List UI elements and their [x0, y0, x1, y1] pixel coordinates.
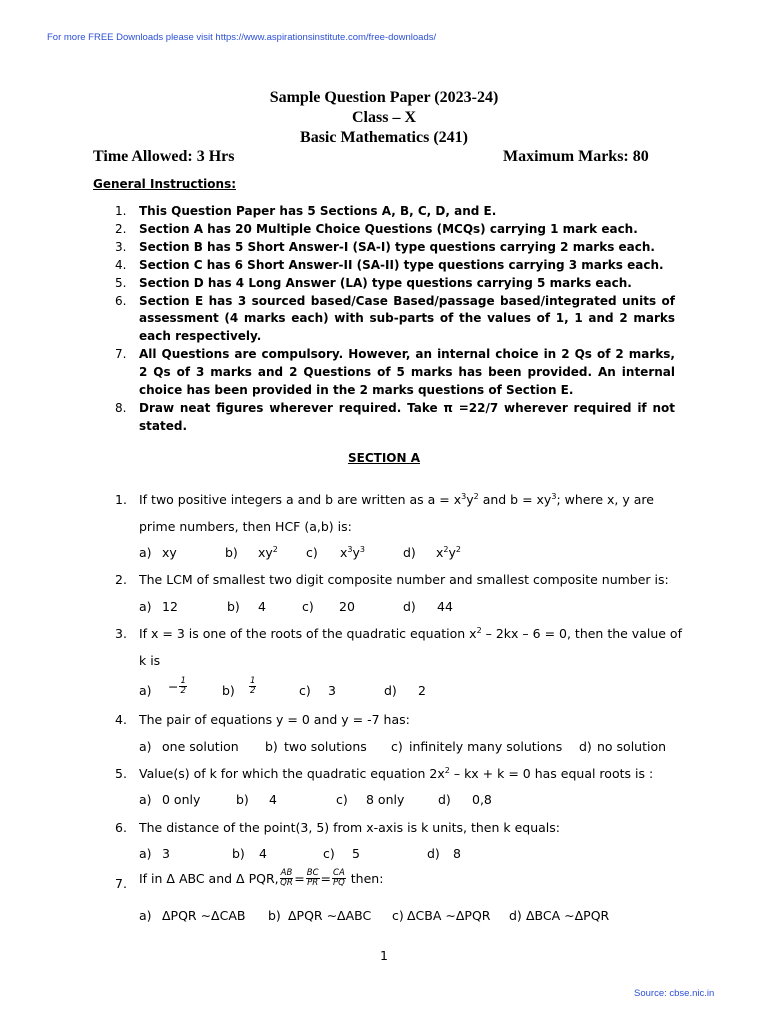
q6-option-label: c)	[323, 846, 335, 861]
instruction-text: Section E has 3 sourced based/Case Based/passage based/integrated units of assessment (4 marks each) with sub-parts of the values of 1, 1 and 2 marks each respectively.	[139, 293, 675, 344]
q7-text-part: then:	[346, 871, 384, 886]
instruction-text: All Questions are compulsory. However, an internal choice in 2 Qs of 2 marks, 2 Qs of 3 marks and 2 Questions of 5 marks has been provided. An internal choice has been provided in the 2 marks questions of Section E.	[139, 347, 675, 398]
page-number: 1	[380, 948, 388, 963]
instruction-item	[115, 275, 675, 293]
instruction-text: Section A has 20 Multiple Choice Questions (MCQs) carrying 1 mark each.	[139, 221, 638, 236]
q5-option-label: a)	[139, 792, 152, 807]
q7-option-label: a)	[139, 908, 152, 923]
q3-opt-b-fraction	[249, 677, 256, 696]
q7-fraction-bc-pr	[306, 869, 320, 888]
question-2-number: 2.	[115, 572, 127, 587]
q1-text-part: ; where x, y are	[556, 492, 654, 507]
q1-option-a-label: a)	[139, 545, 152, 560]
q5-text-part: – kx + k = 0 has equal roots is :	[449, 766, 654, 781]
q1-opt-d-sup: 2	[443, 545, 449, 554]
q3-option-c-label: c)	[299, 683, 311, 698]
question-1-text-line2: prime numbers, then HCF (a,b) is:	[139, 519, 352, 534]
instruction-text: Section C has 6 Short Answer-II (SA-II) type questions carrying 3 marks each.	[139, 257, 664, 272]
q4-option: one solution	[162, 739, 239, 754]
q1-opt-b-sup: 2	[272, 545, 278, 554]
q4-option-label: c)	[391, 739, 403, 754]
instruction-item	[115, 203, 675, 221]
q7-option: ΔPQR ∼ΔCAB	[162, 908, 246, 923]
q6-option: 5	[352, 846, 360, 861]
instruction-number: 3.	[115, 239, 127, 254]
q7-option-label: b)	[268, 908, 281, 923]
q3-option-b-label: b)	[222, 683, 235, 698]
q7-equals: =	[294, 871, 305, 886]
instruction-text: Section B has 5 Short Answer-I (SA-I) type questions carrying 2 marks each.	[139, 239, 655, 254]
free-downloads-link[interactable]: For more FREE Downloads please visit https://www.aspirationsinstitute.com/free-downloads/	[47, 32, 437, 43]
q1-opt-d-sup: 2	[455, 545, 461, 554]
instruction-text: Section D has 4 Long Answer (LA) type questions carrying 5 marks each.	[139, 275, 632, 290]
q4-option: no solution	[597, 739, 667, 754]
instruction-item	[115, 221, 675, 239]
instruction-number: 1.	[115, 204, 127, 218]
question-5-text	[139, 766, 653, 781]
q4-option-label: b)	[265, 739, 278, 754]
question-6-text: The distance of the point(3, 5) from x-axis is k units, then k equals:	[139, 820, 560, 835]
q1-option-b-label: b)	[225, 545, 238, 560]
q1-option-d-label: d)	[403, 545, 416, 560]
q2-option: 44	[437, 599, 453, 614]
q7-option-label: c)	[392, 908, 404, 923]
q7-option: ΔPQR ∼ΔABC	[288, 908, 372, 923]
q5-text-part: Value(s) of k for which the quadratic equation 2x	[139, 766, 445, 781]
q6-option-label: b)	[232, 846, 245, 861]
fraction-numerator: 1	[250, 676, 256, 686]
fraction-denominator: PR	[307, 878, 319, 888]
q3-opt-a-sign: −	[168, 679, 179, 694]
fraction-denominator: 2	[250, 686, 256, 696]
instruction-item	[115, 400, 675, 436]
q1-text-part: If two positive integers a and b are written as a = x	[139, 492, 462, 507]
q7-option: ΔCBA ∼ΔPQR	[407, 908, 491, 923]
q3-sup: 2	[476, 626, 482, 635]
question-3-text	[139, 626, 682, 641]
q7-text-part: If in Δ ABC and Δ PQR,	[139, 871, 279, 886]
fraction-denominator: QR	[280, 878, 293, 888]
question-6-number: 6.	[115, 820, 127, 835]
q1-option-a: xy	[162, 545, 177, 560]
time-allowed: Time Allowed: 3 Hrs	[93, 148, 235, 165]
q1-text-part: and b = xy	[478, 492, 552, 507]
instruction-text: This Question Paper has 5 Sections A, B, C, D, and E.	[139, 204, 497, 218]
q5-option: 4	[269, 792, 277, 807]
q3-option-d: 2	[418, 683, 426, 698]
section-a-heading: SECTION A	[347, 451, 420, 465]
q7-fraction-ab-qr	[280, 869, 294, 888]
q1-opt-c-x: x	[340, 545, 348, 560]
q5-option-label: d)	[438, 792, 451, 807]
q3-opt-a-fraction	[179, 677, 186, 696]
q5-option: 0 only	[162, 792, 201, 807]
q1-option-d	[436, 545, 461, 560]
q6-option: 8	[453, 846, 461, 861]
q1-sup: 3	[551, 492, 557, 501]
q5-sup: 2	[444, 766, 450, 775]
q1-option-c	[340, 545, 365, 560]
source-link[interactable]: Source: cbse.nic.in	[634, 988, 715, 999]
q2-option-label: a)	[139, 599, 152, 614]
q2-option: 20	[339, 599, 355, 614]
instruction-number: 5.	[115, 275, 127, 290]
q3-option-a	[168, 677, 188, 696]
q3-option-b	[248, 677, 257, 696]
q2-option: 4	[258, 599, 266, 614]
fraction-numerator: BC	[306, 868, 319, 878]
class-title: Class – X	[351, 109, 416, 126]
question-7-text	[139, 869, 383, 888]
question-4-text: The pair of equations y = 0 and y = -7 has:	[139, 712, 410, 727]
q6-option-label: a)	[139, 846, 152, 861]
q3-option-c: 3	[328, 683, 336, 698]
q2-option-label: d)	[403, 599, 416, 614]
instruction-item	[115, 293, 675, 347]
fraction-numerator: CA	[333, 868, 345, 878]
instruction-number: 6.	[115, 293, 127, 308]
q5-option: 0,8	[472, 792, 492, 807]
q4-option: infinitely many solutions	[409, 739, 563, 754]
q7-fraction-ca-pq	[332, 869, 346, 888]
question-4-number: 4.	[115, 712, 127, 727]
q6-option-label: d)	[427, 846, 440, 861]
instruction-number: 8.	[115, 400, 127, 415]
q1-opt-c-y: y	[352, 545, 360, 560]
q3-text-part: If x = 3 is one of the roots of the quadratic equation x	[139, 626, 477, 641]
maximum-marks: Maximum Marks: 80	[503, 148, 649, 165]
q7-option-label: d)	[509, 908, 522, 923]
q7-option: ΔBCA ∼ΔPQR	[526, 908, 610, 923]
instruction-number: 2.	[115, 221, 127, 236]
instructions-list	[115, 203, 675, 436]
question-3-text-line2: k is	[139, 653, 161, 668]
q4-option-label: d)	[579, 739, 592, 754]
question-3-number: 3.	[115, 626, 127, 641]
q1-sup: 2	[473, 492, 479, 501]
q2-option: 12	[162, 599, 178, 614]
general-instructions-heading: General Instructions:	[93, 177, 237, 191]
question-1-text	[139, 492, 654, 507]
instruction-item	[115, 257, 675, 275]
q7-equals: =	[320, 871, 332, 886]
q2-option-label: c)	[302, 599, 314, 614]
q5-option: 8 only	[366, 792, 405, 807]
instruction-number: 7.	[115, 347, 127, 362]
q5-option-label: c)	[336, 792, 348, 807]
instruction-item	[115, 239, 675, 257]
fraction-denominator: 2	[180, 686, 186, 696]
q3-option-d-label: d)	[384, 683, 397, 698]
question-7-number: 7.	[115, 876, 127, 891]
q1-opt-d-x: x	[436, 545, 444, 560]
q4-option-label: a)	[139, 739, 152, 754]
q6-option: 4	[259, 846, 267, 861]
subject-title: Basic Mathematics (241)	[300, 129, 468, 146]
q1-opt-c-sup: 3	[359, 545, 365, 554]
q1-opt-b-base: xy	[258, 545, 273, 560]
q3-option-a-label: a)	[139, 683, 152, 698]
q5-option-label: b)	[236, 792, 249, 807]
q2-option-label: b)	[227, 599, 240, 614]
paper-title: Sample Question Paper (2023-24)	[269, 89, 499, 106]
q6-option: 3	[162, 846, 170, 861]
q3-text-part: – 2kx – 6 = 0, then the value of	[481, 626, 682, 641]
fraction-numerator: 1	[180, 676, 186, 686]
question-2-text: The LCM of smallest two digit composite number and smallest composite number is:	[139, 572, 669, 587]
q1-option-c-label: c)	[306, 545, 318, 560]
instruction-text: Draw neat figures wherever required. Take π =22/7 wherever required if not stated.	[139, 400, 675, 433]
q1-option-b	[258, 545, 278, 560]
question-1-number: 1.	[115, 492, 127, 507]
q1-sup: 3	[461, 492, 467, 501]
fraction-denominator: PQ	[332, 878, 345, 888]
q1-opt-c-sup: 3	[347, 545, 353, 554]
q1-text-part: y	[466, 492, 474, 507]
q1-opt-d-y: y	[448, 545, 456, 560]
fraction-numerator: AB	[280, 868, 293, 878]
instruction-item	[115, 346, 675, 400]
instruction-number: 4.	[115, 257, 127, 272]
question-5-number: 5.	[115, 766, 127, 781]
q4-option: two solutions	[284, 739, 367, 754]
